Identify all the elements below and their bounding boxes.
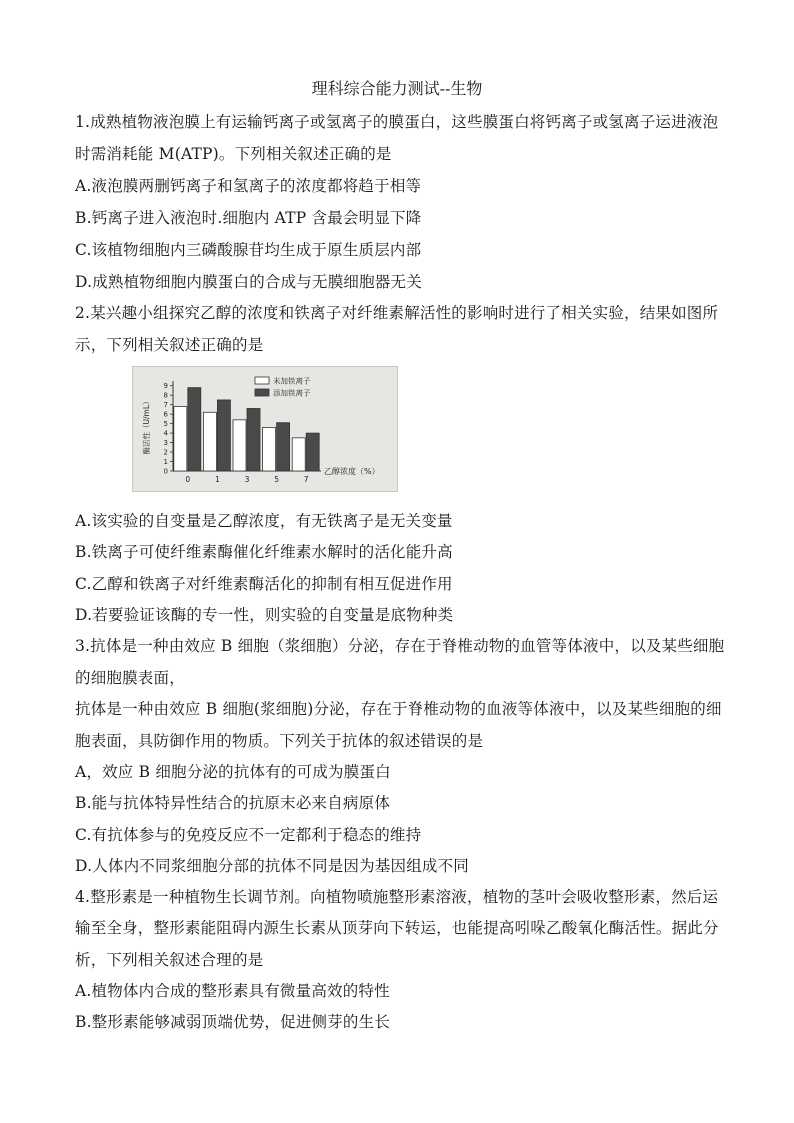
question-3-stem-line-4: 胞表面，具防御作用的物质。下列关于抗体的叙述错误的是 bbox=[75, 732, 484, 750]
x-tick-label: 5 bbox=[274, 475, 279, 484]
question-2-stem-line-2: 示，下列相关叙述正确的是 bbox=[75, 336, 264, 354]
y-tick-label: 0 bbox=[163, 467, 168, 476]
question-1-option-d: D.成熟植物细胞内膜蛋白的合成与无膜细胞器无关 bbox=[75, 273, 422, 291]
question-3-option-c: C.有抗体参与的免疫反应不一定都利于稳态的维持 bbox=[75, 826, 422, 844]
bar-no-iron-1 bbox=[203, 412, 216, 471]
question-3-option-d: D.人体内不同浆细胞分部的抗体不同是因为基因组成不同 bbox=[75, 857, 470, 875]
y-tick-label: 4 bbox=[163, 429, 168, 438]
question-1-option-c: C.该植物细胞内三磷酸腺苷均生成于原生质层内部 bbox=[75, 241, 422, 259]
question-4-stem-line-3: 析，下列相关叙述合理的是 bbox=[75, 951, 264, 969]
x-tick-label: 1 bbox=[215, 475, 220, 484]
question-3-option-a: A，效应 B 细胞分泌的抗体有的可成为膜蛋白 bbox=[75, 763, 391, 781]
question-2-option-c: C.乙醇和铁离子对纤维素酶活化的抑制有相互促进作用 bbox=[75, 575, 453, 593]
y-axis-label bbox=[141, 397, 151, 454]
question-2-option-d: D.若要验证该酶的专一性，则实验的自变量是底物种类 bbox=[75, 606, 454, 624]
y-tick-label: 7 bbox=[163, 401, 168, 410]
question-2-option-a: A.该实验的自变量是乙醇浓度，有无铁离子是无关变量 bbox=[75, 512, 453, 530]
bar-with-iron-3 bbox=[247, 408, 260, 471]
legend-swatch bbox=[255, 377, 269, 384]
question-2-stem-line-1: 2.某兴趣小组探究乙醇的浓度和铁离子对纤维素解活性的影响时进行了相关实验，结果如图所 bbox=[75, 304, 719, 322]
bar-no-iron-3 bbox=[233, 420, 246, 471]
y-tick-label: 8 bbox=[163, 391, 168, 400]
question-1-option-a: A.液泡膜两删钙离子和氢离子的浓度都将趋于相等 bbox=[75, 177, 422, 195]
legend-swatch bbox=[255, 389, 269, 396]
question-1-option-b: B.钙离子进入液泡时.细胞内 ATP 含最会明显下降 bbox=[75, 209, 422, 227]
question-3-stem-line-2: 的细胞膜表面， bbox=[75, 669, 185, 687]
question-3-stem-line-3: 抗体是一种由效应 B 细胞(浆细胞)分泌，存在于脊椎动物的血液等体液中，以及某些细胞的细 bbox=[75, 700, 722, 718]
question-4-stem-line-1: 4.整形素是一种植物生长调节剂。向植物喷施整形素溶液，植物的茎叶会吸收整形素，然后运 bbox=[75, 888, 719, 906]
y-tick-label: 9 bbox=[163, 382, 168, 391]
legend-label: 添加铁离子 bbox=[273, 388, 311, 398]
question-4-option-b: B.整形素能够减弱顶端优势，促进侧芽的生长 bbox=[75, 1013, 391, 1031]
bar-no-iron-0 bbox=[174, 407, 187, 471]
question-3-stem-line-1: 3.抗体是一种由效应 B 细胞（浆细胞）分泌，存在于脊椎动物的血管等体液中，以及某些细胞 bbox=[75, 637, 725, 655]
question-2-option-b: B.铁离子可使纤维素酶催化纤维素水解时的活化能升高 bbox=[75, 543, 453, 561]
bar-with-iron-7 bbox=[306, 433, 319, 471]
bar-with-iron-5 bbox=[277, 423, 290, 471]
question-4-option-a: A.植物体内合成的整形素具有微量高效的特性 bbox=[75, 982, 390, 1000]
bar-with-iron-0 bbox=[188, 388, 201, 471]
y-axis-label-text: 酶活性（U/mL） bbox=[142, 397, 151, 455]
question-1-stem-line-1: 1.成熟植物液泡膜上有运输钙离子或氢离子的膜蛋白，这些膜蛋白将钙离子或氢离子运进液泡 bbox=[75, 113, 719, 131]
x-tick-label: 7 bbox=[303, 475, 309, 484]
x-tick-label: 0 bbox=[185, 475, 191, 484]
question-3-option-b: B.能与抗体特异性结合的抗原末必来自病原体 bbox=[75, 794, 391, 812]
bar-with-iron-1 bbox=[217, 400, 230, 471]
y-tick-label: 2 bbox=[163, 448, 168, 457]
legend-label: 未加铁离子 bbox=[273, 376, 311, 386]
question-4-stem-line-2: 输至全身，整形素能阻碍内源生长素从顶芽向下转运，也能提高吲哚乙酸氧化酶活性。据此分 bbox=[75, 919, 719, 937]
y-tick-label: 3 bbox=[163, 439, 168, 448]
bar-no-iron-7 bbox=[292, 438, 305, 471]
question-1-stem-line-2: 时需消耗能 M(ATP)。下列相关叙述正确的是 bbox=[75, 145, 392, 163]
y-tick-label: 6 bbox=[163, 410, 168, 419]
y-tick-label: 1 bbox=[163, 458, 168, 467]
bar-no-iron-5 bbox=[263, 427, 276, 471]
y-tick-label: 5 bbox=[163, 420, 168, 429]
page-title: 理科综合能力测试--生物 bbox=[311, 79, 483, 98]
enzyme-activity-chart bbox=[132, 366, 398, 492]
x-tick-label: 3 bbox=[244, 475, 250, 484]
chart-canvas bbox=[133, 367, 397, 491]
x-axis-label: 乙醇浓度（%） bbox=[324, 467, 380, 476]
chart-legend bbox=[255, 376, 311, 398]
